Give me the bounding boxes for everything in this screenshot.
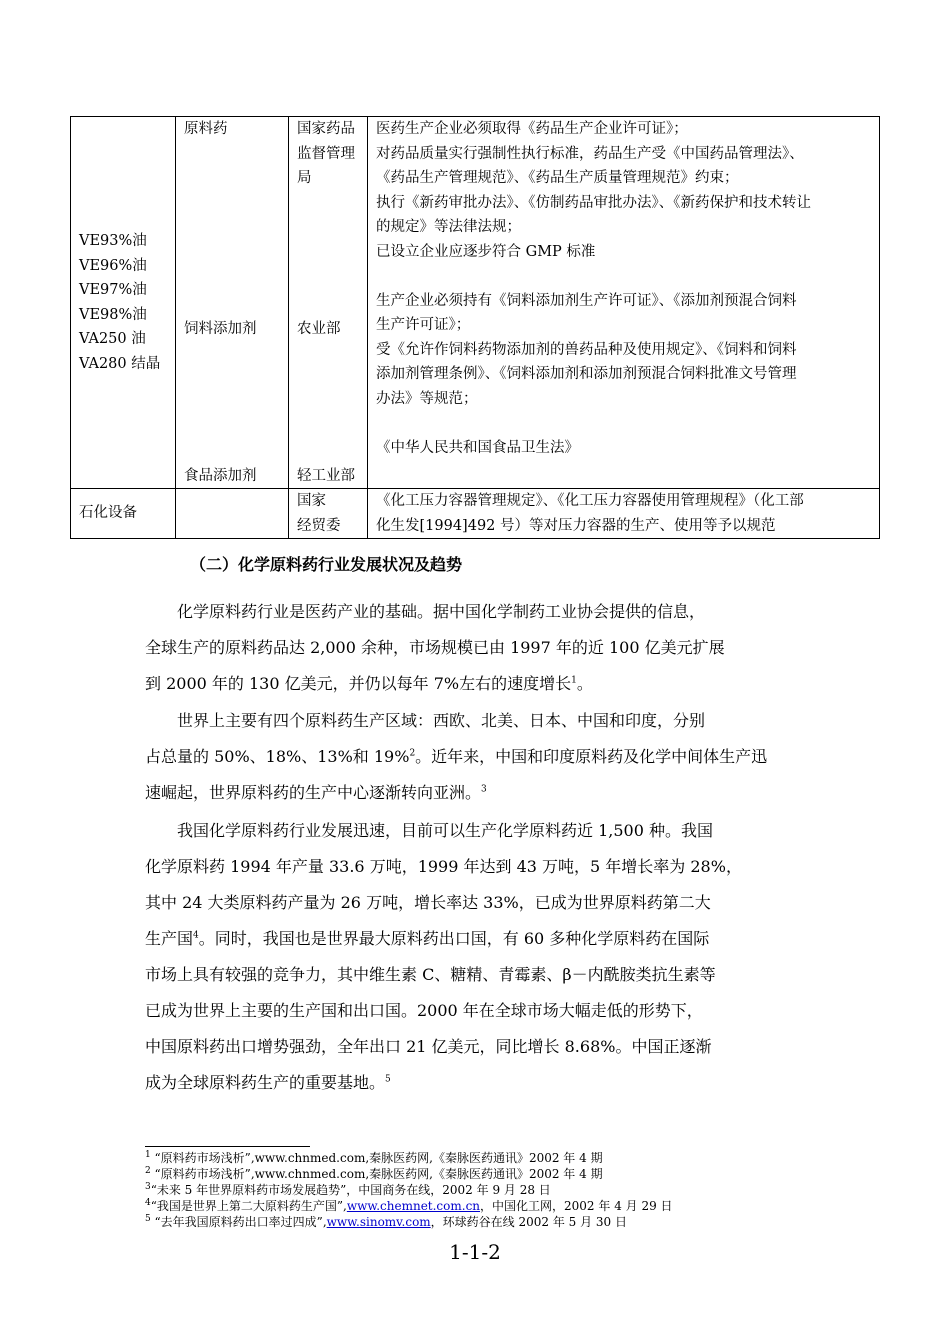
category-food: 食品添加剂 — [184, 468, 257, 484]
table-row — [71, 117, 880, 489]
regulation-line: 《化工压力容器管理规定》、《化工压力容器使用管理规程》（化工部 — [376, 493, 804, 509]
authority-line: 经贸委 — [297, 517, 341, 534]
text-line — [145, 666, 810, 702]
text-run: 。近年来，中国和印度原料药及化学中间体生产迅 — [415, 747, 768, 766]
category-pharma: 原料药 — [184, 121, 228, 137]
footnote-number: 1 — [145, 1150, 151, 1160]
regulation-line: 《中华人民共和国食品卫生法》 — [376, 439, 579, 456]
text-run: 速崛起，世界原料药的生产中心逐渐转向亚洲。 — [145, 783, 482, 802]
product-name: VE97%油 — [79, 282, 147, 298]
text-run: 占总量的 50%、18%、13%和 19% — [145, 747, 410, 766]
footnote-link[interactable]: www.chemnet.com.cn — [346, 1199, 481, 1213]
footnote-number: 4 — [145, 1198, 151, 1208]
footnote-ref: 1 — [571, 675, 577, 686]
regulation-line: 的规定》等法律法规； — [376, 219, 521, 235]
text-line: 世界上主要有四个原料药生产区域：西欧、北美、日本、中国和印度，分别 — [145, 711, 706, 730]
category-cell — [176, 117, 289, 489]
footnote-text: “原料药市场浅析”,www.chnmed.com,秦脉医药网,《秦脉医药通讯》2002 年 4 期 — [150, 1167, 603, 1181]
regulation-line: 生产许可证》； — [376, 317, 471, 333]
regulation-line: 已设立企业应逐步符合 GMP 标准 — [376, 243, 596, 260]
regulation-line: 《药品生产管理规范》、《药品生产质量管理规范》约束； — [376, 170, 739, 186]
footnote-number: 3 — [145, 1182, 151, 1192]
footnote-ref: 4 — [193, 930, 199, 941]
authority-drug: 国家药品监督管理局 — [297, 121, 355, 186]
category-feed: 饲料添加剂 — [184, 321, 257, 337]
paragraph-2 — [145, 703, 810, 811]
product-name: VE93%油 — [79, 233, 147, 249]
authority-line: 国家 — [297, 493, 326, 509]
product-cell — [71, 117, 176, 489]
footnote — [145, 1166, 673, 1182]
product-name: VE96%油 — [79, 257, 147, 274]
authority-cell — [289, 117, 368, 489]
text-line: 中国原料药出口增势强劲，全年出口 21 亿美元，同比增长 8.68%。中国正逐渐 — [145, 1037, 712, 1056]
authority-light-industry: 轻工业部 — [297, 468, 355, 484]
regulation-line: 办法》等规范； — [376, 390, 478, 407]
footnote — [145, 1198, 673, 1214]
category-cell-empty — [176, 489, 289, 539]
text-run: 生产国 — [145, 929, 194, 948]
section-title: （二）化学原料药行业发展状况及趋势 — [190, 555, 463, 574]
regulation-line: 添加剂管理条例》、《饲料添加剂和添加剂预混合饲料批准文号管理 — [376, 366, 797, 382]
regulation-line: 执行《新药审批办法》、《仿制药品审批办法》、《新药保护和技术转让 — [376, 194, 811, 211]
footnote-ref: 5 — [385, 1074, 391, 1085]
footnote — [145, 1182, 673, 1198]
text-run: 成为全球原料药生产的重要基地。 — [145, 1073, 386, 1092]
regulation-line: 对药品质量实行强制性执行标准，药品生产受《中国药品管理法》、 — [376, 145, 804, 162]
regulation-line: 医药生产企业必须取得《药品生产企业许可证》； — [376, 121, 688, 137]
page-number: 1-1-2 — [449, 1240, 501, 1264]
text-line: 全球生产的原料药品达 2,000 余种，市场规模已由 1997 年的近 100 亿美元扩展 — [145, 638, 725, 657]
text-line: 我国化学原料药行业发展迅速，目前可以生产化学原料药近 1,500 种。我国 — [145, 821, 713, 840]
regulation-line: 生产企业必须持有《饲料添加剂生产许可证》、《添加剂预混合饲料 — [376, 292, 797, 309]
text-run: 到 2000 年的 130 亿美元，并仍以每年 7%左右的速度增长 — [145, 674, 572, 693]
text-line — [145, 1065, 810, 1101]
authority-cell — [289, 489, 368, 539]
footnote-text: “去年我国原料药出口率过四成”, — [150, 1215, 327, 1229]
regulation-cell — [368, 489, 880, 539]
regulation-line: 受《允许作饲料药物添加剂的兽药品种及使用规定》、《饲料和饲料 — [376, 341, 797, 358]
product-name: VE98%油 — [79, 306, 147, 323]
footnote-separator — [145, 1146, 310, 1147]
footnote-ref: 2 — [409, 748, 416, 759]
text-line — [145, 739, 810, 775]
text-line — [145, 921, 810, 957]
footnote — [145, 1150, 673, 1166]
footnote-ref: 3 — [481, 784, 487, 795]
text-line: 已成为世界上主要的生产国和出口国。2000 年在全球市场大幅走低的形势下， — [145, 1001, 703, 1020]
footnote-link[interactable]: www.sinomv.com — [326, 1215, 431, 1229]
text-line — [145, 775, 810, 811]
text-run: 。同时，我国也是世界最大原料药出口国，有 60 多种化学原料药在国际 — [198, 929, 710, 948]
regulation-line: 化生发[1994]492 号）等对压力容器的生产、使用等予以规范 — [376, 517, 776, 534]
text-line: 其中 24 大类原料药产量为 26 万吨，增长率达 33%，已成为世界原料药第二大 — [145, 893, 711, 912]
authority-agriculture: 农业部 — [297, 321, 341, 337]
text-line: 化学原料药 1994 年产量 33.6 万吨，1999 年达到 43 万吨，5 年增长率为 28%， — [145, 857, 742, 876]
paragraph-3 — [145, 813, 810, 1101]
paragraph-1 — [145, 594, 810, 702]
footnote-text: “原料药市场浅析”,www.chnmed.com,秦脉医药网,《秦脉医药通讯》2002 年 4 期 — [150, 1151, 603, 1165]
text-line: 化学原料药行业是医药产业的基础。据中国化学制药工业协会提供的信息， — [145, 602, 706, 621]
footnote-text: ，中国化工网，2002 年 4 月 29 日 — [480, 1199, 673, 1213]
regulation-cell — [368, 117, 880, 489]
table-row — [71, 489, 880, 539]
footnotes — [145, 1150, 673, 1230]
product-name: VA250 油 — [79, 331, 146, 347]
footnote-number: 2 — [145, 1166, 151, 1176]
regulation-table — [70, 116, 880, 539]
product-cell: 石化设备 — [71, 489, 176, 539]
text-line: 市场上具有较强的竞争力，其中维生素 C、糖精、青霉素、β－内酰胺类抗生素等 — [145, 965, 716, 984]
text-run: 。 — [576, 674, 593, 693]
product-name: VA280 结晶 — [79, 355, 161, 372]
footnote-text: ，环球药谷在线 2002 年 5 月 30 日 — [430, 1215, 628, 1229]
footnote-text: “我国是世界上第二大原料药生产国”, — [150, 1199, 347, 1213]
footnote-number: 5 — [145, 1214, 151, 1224]
footnote — [145, 1214, 673, 1230]
footnote-text: “未来 5 年世界原料药市场发展趋势”，中国商务在线，2002 年 9 月 28 日 — [150, 1183, 551, 1197]
